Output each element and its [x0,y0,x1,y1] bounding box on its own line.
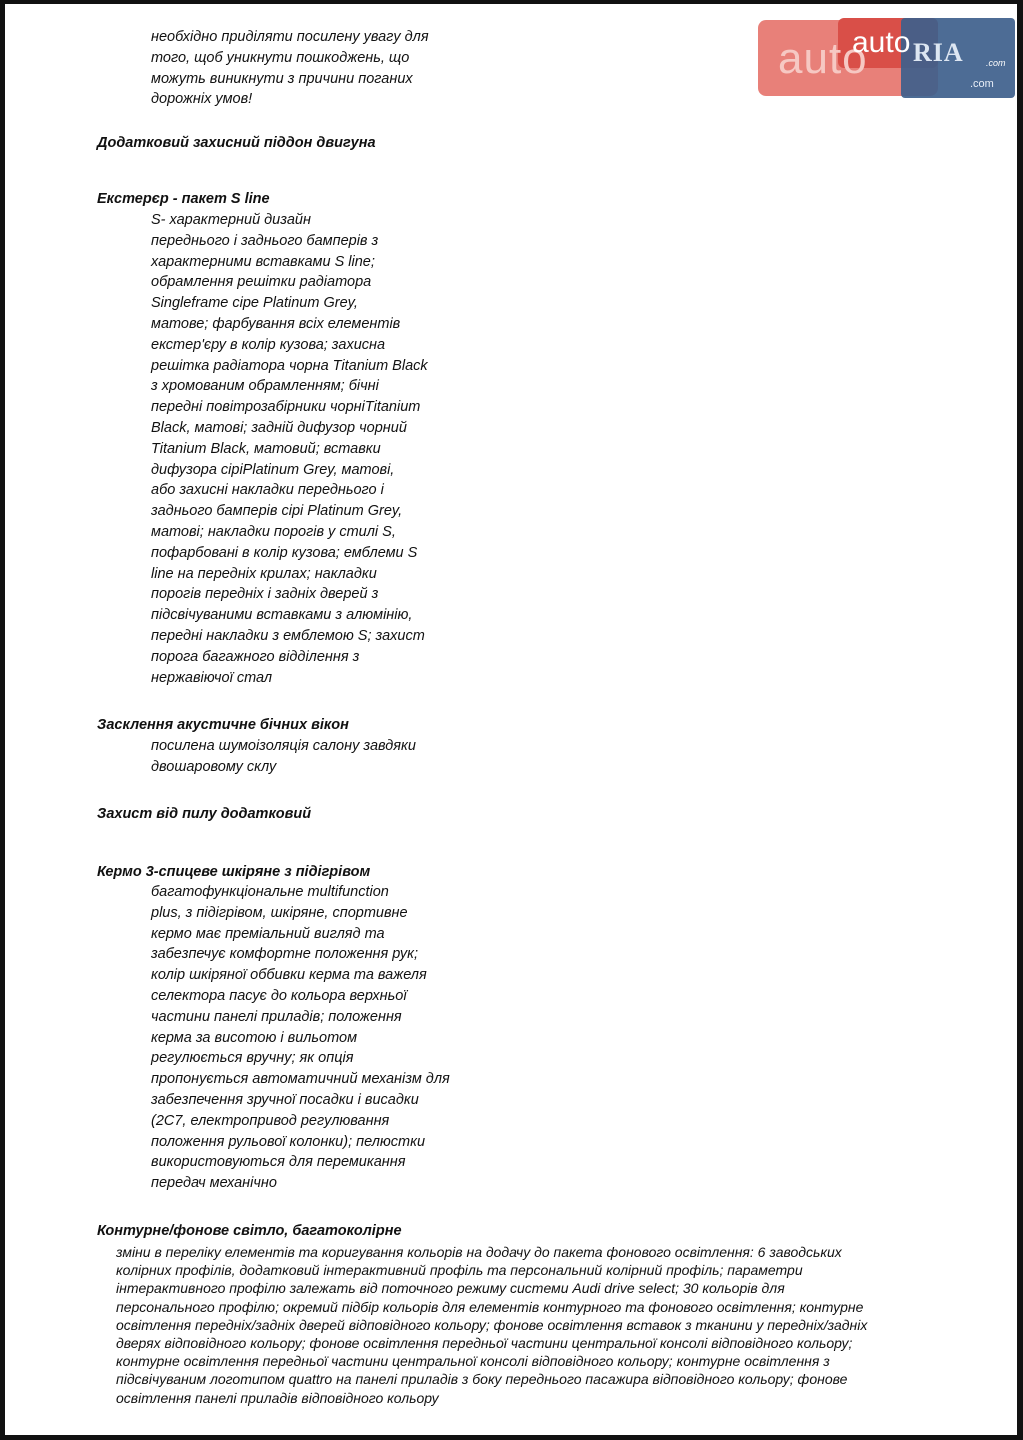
text-line: дифузора сіріPlatinum Grey, матові, [151,461,395,478]
text-line: колір шкіряної оббивки керма та важеля [151,967,427,984]
text-line: дорожніх умов! [151,91,253,108]
text-line: plus, з підігрівом, шкіряне, спортивне [151,904,408,921]
section-heading: Засклення акустичне бічних вікон [97,717,349,733]
text-line: передач механічно [151,1175,277,1192]
text-line: необхідно приділяти посилену увагу для [151,29,429,45]
text-line: частини панелі приладів; положення [151,1008,402,1025]
section-heading: Екстерєр - пакет S line [97,191,270,207]
text-line: порогів передніх і задніх дверей з [151,586,379,603]
text-line: Singleframe сіре Platinum Grey, [151,295,358,312]
text-line: керма за висотою і вильотом [151,1029,358,1046]
text-line: освітлення панелі приладів відповідного кольору [116,1389,439,1406]
section-heading: Контурне/фонове світло, багатоколірне [97,1223,402,1239]
text-line: регулюється вручну; як опція [151,1050,354,1067]
section-heading: Кермо 3-спицеве шкіряне з підігрівом [97,864,371,880]
text-line: матове; фарбування всіх елементів [151,315,401,332]
text-line: колірних профілів, додатковий інтерактивний профіль та персональний колірний профіль; параметри [116,1262,803,1279]
text-line: положення рульової колонки); пелюстки [151,1133,426,1150]
text-line: забезпечує комфортне положення рук; [151,946,419,963]
text-line: дверях відповідного кольору; фонове освітлення передньої частини центральної консолі відповідного кольору; [116,1335,853,1352]
text-line: двошаровому склу [151,758,277,775]
text-line: кермо має преміальний вигляд та [151,925,385,942]
text-line: освітлення передніх/задніх дверей відповідного кольору; фонове освітлення вставок з тканини у передніх/задніх [116,1316,868,1333]
section-heading: Захист від пилу додатковий [97,806,312,822]
text-line: нержавіючої стал [151,669,273,686]
text-line: пропонується автоматичний механізм для [151,1071,450,1088]
text-line: характерними вставками S line; [151,253,375,270]
text-line: підсвічуваними вставками з алюмінію, [151,607,413,624]
text-line: обрамлення решітки радіатора [151,274,372,291]
logo-text-com: .com [970,78,994,90]
logo-text-com-small: .com [986,58,1006,68]
text-line: передні повітрозабірники чорніTitanium [151,399,421,416]
text-line: line на передніх крилах; накладки [151,565,377,582]
text-line: заднього бамперів сірі Platinum Grey, [151,503,403,520]
text-line: забезпечення зручної посадки і висадки [151,1091,419,1108]
text-line: з хромованим обрамленням; бічні [151,378,379,395]
text-line: S- характерний дизайн [151,212,311,228]
logo-text-back: auto [778,34,868,83]
text-line: можуть виникнути з причини поганих [151,70,413,87]
logo-text-ria: RIA [913,38,964,67]
text-line: контурне освітлення передньої частини центральної консолі відповідного кольору; контурне освітлення з [116,1353,830,1370]
logo-text-front: auto [852,26,911,59]
text-line: передні накладки з емблемою S; захист [151,627,425,644]
text-line: Black, матові; задній дифузор чорний [151,419,407,436]
text-line: зміни в переліку елементів та коригування кольорів на додачу до пакета фонового освітлення: 6 заводських [116,1244,842,1260]
text-line: посилена шумоізоляція салону завдяки [151,738,416,754]
text-line: того, щоб уникнути пошкоджень, що [151,49,410,66]
text-line: екстер'єру в колір кузова; захисна [151,336,386,353]
section-heading: Додатковий захисний піддон двигуна [97,135,376,151]
text-line: пофарбовані в колір кузова; емблеми S [151,544,418,561]
text-line: або захисні накладки переднього і [151,482,384,499]
text-line: решітка радіатора чорна Titanium Black [151,357,428,374]
text-line: інтерактивного профілю залежать від поточного режиму системи Audi drive select; 30 кольорів для [116,1280,785,1297]
text-line: селектора пасує до кольора верхньої [151,987,407,1004]
text-line: використовуються для перемикання [151,1154,406,1171]
text-line: підсвічуваним логотипом quattro на панелі приладів з боку переднього пасажира відповідного кольору; фонове [116,1371,848,1388]
text-line: матові; накладки порогів у стилі S, [151,523,396,540]
text-line: багатофункціональне multifunction [151,884,389,900]
text-line: порога багажного відділення з [151,648,360,665]
text-line: Titanium Black, матовий; вставки [151,440,381,457]
text-line: переднього і заднього бамперів з [151,232,379,249]
text-line: персонального профілю; окремий підбір кольорів для елементів контурного та фонового освітлення; контурне [116,1298,864,1315]
text-line: (2C7, електропривод регулювання [151,1112,390,1129]
